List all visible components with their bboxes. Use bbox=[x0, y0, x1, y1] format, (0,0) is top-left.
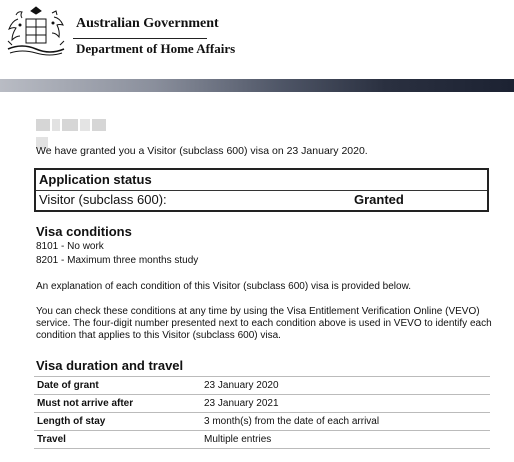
table-row bbox=[34, 431, 490, 449]
table-row bbox=[34, 395, 490, 413]
letterhead-divider bbox=[73, 38, 207, 39]
vevo-note-text: You can check these conditions at any time by using the Visa Entitlement Verification Online (VEVO) service. The four-digit number presented next to each condition above is used in VEVO to identify each condition that applies to this Visitor (subclass 600) visa. bbox=[36, 306, 492, 341]
row-value: 23 January 2020 bbox=[204, 380, 279, 391]
row-value: 3 month(s) from the date of each arrival bbox=[204, 416, 380, 427]
org-name-government: Australian Government bbox=[76, 16, 219, 31]
header-stripe bbox=[0, 79, 514, 92]
condition-item bbox=[36, 255, 198, 266]
conditions-explanation-text: An explanation of each condition of this Visitor (subclass 600) visa is provided below. bbox=[36, 281, 412, 292]
visa-duration-table bbox=[34, 376, 490, 449]
visa-conditions-title: Visa conditions bbox=[36, 224, 132, 239]
condition-code: 8101 bbox=[36, 241, 59, 252]
visa-duration-title: Visa duration and travel bbox=[36, 358, 184, 373]
condition-text: - No work bbox=[58, 241, 104, 252]
status-value: Granted bbox=[354, 192, 404, 207]
condition-code: 8201 bbox=[36, 255, 59, 266]
redacted-name bbox=[36, 118, 120, 130]
row-label: Must not arrive after bbox=[37, 398, 134, 409]
condition-item bbox=[36, 241, 104, 252]
letterhead bbox=[0, 0, 514, 92]
row-value: Multiple entries bbox=[204, 434, 272, 445]
application-status-title: Application status bbox=[39, 172, 152, 187]
coat-of-arms-icon bbox=[4, 5, 68, 61]
status-visa-label: Visitor (subclass 600): bbox=[39, 192, 167, 207]
application-status-box bbox=[34, 168, 489, 212]
row-value: 23 January 2021 bbox=[204, 398, 279, 409]
table-row bbox=[34, 413, 490, 431]
org-name-department: Department of Home Affairs bbox=[76, 41, 236, 56]
status-divider bbox=[36, 190, 487, 191]
row-label: Length of stay bbox=[37, 416, 106, 427]
table-row bbox=[34, 377, 490, 395]
row-label: Travel bbox=[37, 434, 66, 445]
condition-text: - Maximum three months study bbox=[58, 255, 199, 266]
row-label: Date of grant bbox=[37, 380, 99, 391]
grant-intro-text: We have granted you a Visitor (subclass 600) visa on 23 January 2020. bbox=[36, 145, 368, 157]
